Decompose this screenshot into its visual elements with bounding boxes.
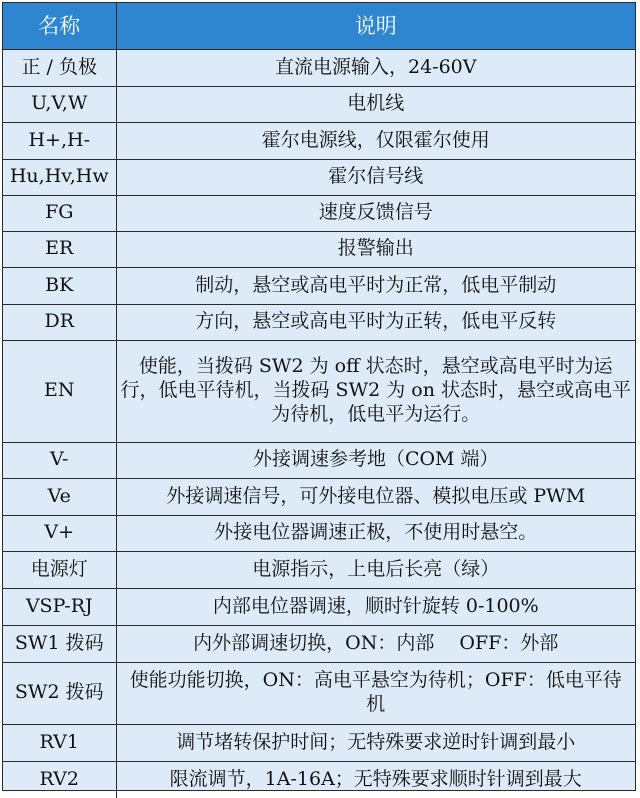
row-description: 霍尔信号线	[116, 159, 635, 195]
row-description: 制动，悬空或高电平时为正常，低电平制动	[116, 267, 635, 304]
row-name: RV1	[3, 724, 116, 761]
row-description: 电机线	[116, 86, 635, 122]
header-name: 名称	[3, 3, 116, 49]
row-name: EN	[3, 340, 116, 442]
header-description: 说明	[116, 3, 635, 49]
row-description: 调节堵转保护时间；无特殊要求逆时针调到最小	[116, 724, 635, 761]
row-name: Hu,Hv,Hw	[3, 159, 116, 195]
row-name: SW1 拨码	[3, 625, 116, 662]
row-name: 电源灯	[3, 551, 116, 588]
table-row	[3, 625, 635, 662]
table-header-row	[3, 3, 635, 49]
row-description: 直流电源输入，24-60V	[116, 49, 635, 86]
row-description: 外接调速信号，可外接电位器、模拟电压或 PWM	[116, 478, 635, 515]
row-name: SW2 拨码	[3, 662, 116, 724]
row-description: 内外部调速切换，ON：内部 OFF：外部	[116, 625, 635, 662]
table-row	[3, 86, 635, 122]
table-row	[3, 761, 635, 798]
row-description: 使能功能切换，ON：高电平悬空为待机；OFF：低电平待机	[116, 662, 635, 724]
table-row	[3, 267, 635, 304]
row-name: RV2	[3, 761, 116, 798]
spec-table-container	[2, 2, 636, 791]
row-description: 外接调速参考地（COM 端）	[116, 442, 635, 478]
table-row	[3, 442, 635, 478]
row-name: ER	[3, 231, 116, 267]
row-description: 电源指示，上电后长亮（绿）	[116, 551, 635, 588]
row-name: V+	[3, 515, 116, 551]
row-description: 霍尔电源线，仅限霍尔使用	[116, 122, 635, 159]
row-description: 限流调节，1A-16A；无特殊要求顺时针调到最大	[116, 761, 635, 798]
table-row	[3, 551, 635, 588]
row-name: Ve	[3, 478, 116, 515]
row-description: 使能，当拨码 SW2 为 off 状态时，悬空或高电平时为运行，低电平待机，当拨码 SW2 为 on 状态时，悬空或高电平为待机，低电平为运行。	[116, 340, 635, 442]
table-row	[3, 724, 635, 761]
table-row	[3, 231, 635, 267]
row-name: FG	[3, 195, 116, 231]
row-name: 正 / 负极	[3, 49, 116, 86]
table-row	[3, 195, 635, 231]
table-row	[3, 122, 635, 159]
row-name: DR	[3, 304, 116, 340]
row-name: BK	[3, 267, 116, 304]
terminal-spec-table	[3, 3, 635, 798]
row-description: 外接电位器调速正极，不使用时悬空。	[116, 515, 635, 551]
table-row	[3, 159, 635, 195]
table-row	[3, 588, 635, 625]
row-name: V-	[3, 442, 116, 478]
table-row	[3, 662, 635, 724]
table-row	[3, 340, 635, 442]
row-description: 报警输出	[116, 231, 635, 267]
row-description: 方向，悬空或高电平时为正转，低电平反转	[116, 304, 635, 340]
row-description: 速度反馈信号	[116, 195, 635, 231]
table-row	[3, 515, 635, 551]
table-row	[3, 49, 635, 86]
row-name: H+,H-	[3, 122, 116, 159]
row-name: VSP-RJ	[3, 588, 116, 625]
row-description: 内部电位器调速，顺时针旋转 0-100%	[116, 588, 635, 625]
row-name: U,V,W	[3, 86, 116, 122]
table-row	[3, 478, 635, 515]
table-row	[3, 304, 635, 340]
